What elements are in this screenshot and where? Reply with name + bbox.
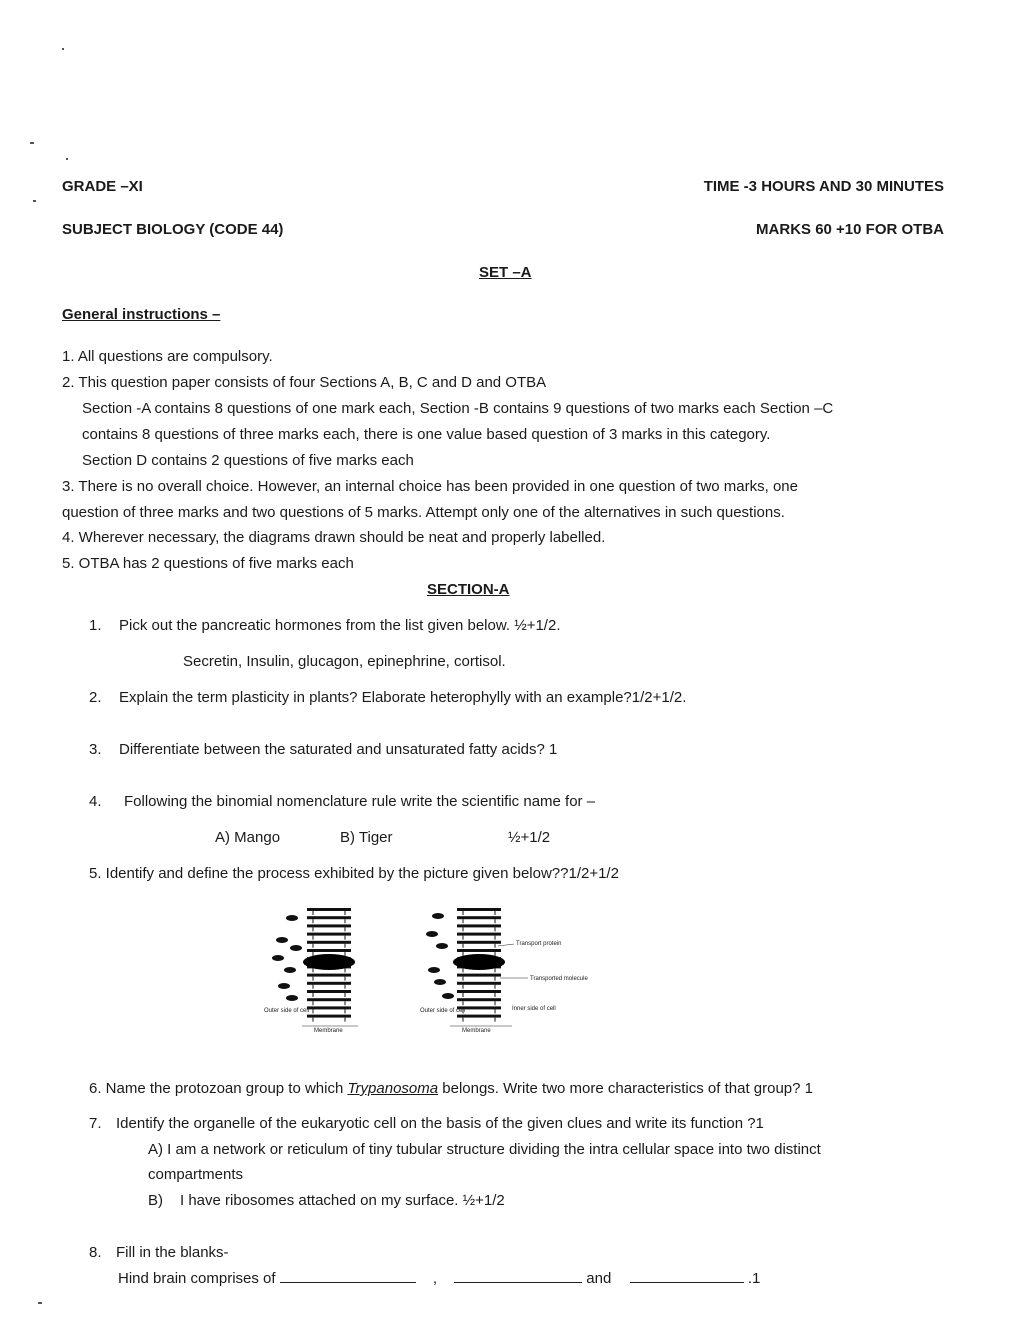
lipid-bilayer-row — [307, 1006, 351, 1009]
lipid-bilayer-row — [307, 941, 351, 944]
section-a-title: SECTION-A — [427, 581, 510, 598]
lipid-bilayer-row — [307, 982, 351, 985]
q7-text: Identify the organelle of the eukaryotic cell on the basis of the given clues and write its function ?1 — [116, 1115, 764, 1132]
scan-speck — [66, 158, 68, 160]
grade-label: GRADE –XI — [62, 178, 143, 195]
lipid-bilayer-row — [307, 924, 351, 927]
solute-molecule — [286, 995, 298, 1001]
left-membrane-label: Membrane — [314, 1028, 343, 1034]
q6-genus: Trypanosoma — [347, 1080, 439, 1097]
q8-blank-2[interactable] — [454, 1281, 582, 1283]
q8-text: Fill in the blanks- — [116, 1244, 229, 1261]
right-membrane-label: Membrane — [462, 1028, 491, 1034]
q4-marks: ½+1/2 — [508, 829, 551, 846]
instruction-2-line-2: contains 8 questions of three marks each, there is one value based question of 3 marks in this category. — [82, 426, 771, 443]
marks-label: MARKS 60 +10 FOR OTBA — [756, 221, 944, 238]
q1-number: 1. — [89, 617, 102, 634]
q4-option-b: B) Tiger — [340, 829, 393, 846]
right-outer-label: Outer side of cell — [420, 1008, 466, 1014]
q8-blank-1[interactable] — [280, 1281, 416, 1283]
lipid-bilayer-row — [307, 949, 351, 952]
lipid-bilayer-row — [307, 908, 351, 911]
q6-text-pre: 6. Name the protozoan group to which — [89, 1080, 348, 1097]
q5-text: 5. Identify and define the process exhibited by the picture given below??1/2+1/2 — [89, 865, 619, 882]
q8-end: .1 — [747, 1270, 761, 1287]
subject-label: SUBJECT BIOLOGY (CODE 44) — [62, 221, 284, 238]
q4-option-a: A) Mango — [215, 829, 281, 846]
lipid-bilayer-row — [457, 916, 501, 919]
lipid-bilayer-row — [457, 924, 501, 927]
scan-speck — [30, 142, 34, 144]
lipid-bilayer-row — [307, 933, 351, 936]
q2-text: Explain the term plasticity in plants? Elaborate heterophylly with an example?1/2+1/2. — [119, 689, 687, 706]
q1-text: Pick out the pancreatic hormones from the list given below. ½+1/2. — [119, 617, 561, 634]
q8-number: 8. — [89, 1244, 102, 1261]
instruction-3-cont: question of three marks and two questions of 5 marks. Attempt only one of the alternatives in such questions. — [62, 504, 785, 521]
lipid-bilayer-row — [457, 933, 501, 936]
q8-and: and — [586, 1270, 612, 1287]
lipid-bilayer-row — [457, 998, 501, 1001]
lipid-bilayer-row — [457, 974, 501, 977]
lipid-bilayer-row — [307, 1015, 351, 1018]
lipid-bilayer-row — [307, 998, 351, 1001]
instruction-1: 1. All questions are compulsory. — [62, 348, 273, 365]
instruction-3: 3. There is no overall choice. However, an internal choice has been provided in one question of two marks, one — [62, 478, 798, 495]
left-outer-label: Outer side of cell — [264, 1008, 310, 1014]
right-inner-label: Inner side of cell — [512, 1006, 556, 1012]
q7-clue-b-label: B) — [148, 1192, 163, 1209]
solute-molecule — [442, 993, 454, 999]
solute-molecule — [284, 967, 296, 973]
q7-clue-a-line2: compartments — [148, 1166, 244, 1183]
q8-fill-line — [118, 1270, 760, 1287]
lipid-bilayer-row — [457, 990, 501, 993]
instruction-2: 2. This question paper consists of four Sections A, B, C and D and OTBA — [62, 374, 547, 391]
solute-molecule — [290, 945, 302, 951]
transported-molecule-label: Transported molecule — [530, 976, 588, 982]
lipid-bilayer-row — [457, 908, 501, 911]
transport-protein — [303, 954, 355, 970]
solute-molecule — [426, 931, 438, 937]
instruction-4: 4. Wherever necessary, the diagrams drawn should be neat and properly labelled. — [62, 529, 606, 546]
lipid-bilayer-row — [307, 990, 351, 993]
q1-hormone-list: Secretin, Insulin, glucagon, epinephrine, cortisol. — [183, 653, 506, 670]
q7-clue-a-line1: A) I am a network or reticulum of tiny tubular structure dividing the intra cellular space into two distinct — [148, 1141, 821, 1158]
q6-text-post: belongs. Write two more characteristics of that group? 1 — [438, 1080, 813, 1097]
scan-speck — [62, 48, 64, 50]
q2-number: 2. — [89, 689, 102, 706]
lipid-bilayer-row — [307, 974, 351, 977]
solute-molecule — [432, 913, 444, 919]
set-label: SET –A — [479, 264, 532, 281]
lipid-bilayer-row — [457, 982, 501, 985]
q6-text — [89, 1080, 813, 1097]
q7-clue-b-text: I have ribosomes attached on my surface. ½+1/2 — [180, 1192, 505, 1209]
solute-molecule — [286, 915, 298, 921]
lipid-bilayer-row — [307, 916, 351, 919]
q7-number: 7. — [89, 1115, 102, 1132]
instruction-2-line-3: Section D contains 2 questions of five marks each — [82, 452, 414, 469]
solute-molecule — [436, 943, 448, 949]
solute-molecule — [272, 955, 284, 961]
instruction-5: 5. OTBA has 2 questions of five marks each — [62, 555, 354, 572]
instruction-2-line-1: Section -A contains 8 questions of one mark each, Section -B contains 9 questions of two marks each Section –C — [82, 400, 834, 417]
q8-separator: , — [432, 1270, 437, 1287]
q8-blank-3[interactable] — [630, 1281, 744, 1283]
membrane-transport-figure — [262, 900, 588, 1040]
lipid-bilayer-row — [457, 941, 501, 944]
solute-molecule — [276, 937, 288, 943]
solute-molecule — [278, 983, 290, 989]
scan-speck — [33, 200, 36, 202]
q3-text: Differentiate between the saturated and unsaturated fatty acids? 1 — [119, 741, 558, 758]
q4-text: Following the binomial nomenclature rule write the scientific name for – — [124, 793, 596, 810]
transport-protein-label: Transport protein — [516, 941, 562, 947]
instructions-title: General instructions – — [62, 306, 221, 323]
lipid-bilayer-row — [457, 949, 501, 952]
q3-number: 3. — [89, 741, 102, 758]
solute-molecule — [434, 979, 446, 985]
label-leader-line — [498, 944, 514, 946]
time-label: TIME -3 HOURS AND 30 MINUTES — [703, 178, 944, 195]
scan-speck — [38, 1302, 42, 1304]
solute-molecule — [428, 967, 440, 973]
q4-number: 4. — [89, 793, 102, 810]
lipid-bilayer-row — [457, 1015, 501, 1018]
transport-protein — [453, 954, 505, 970]
q8-prefix: Hind brain comprises of — [118, 1270, 276, 1287]
